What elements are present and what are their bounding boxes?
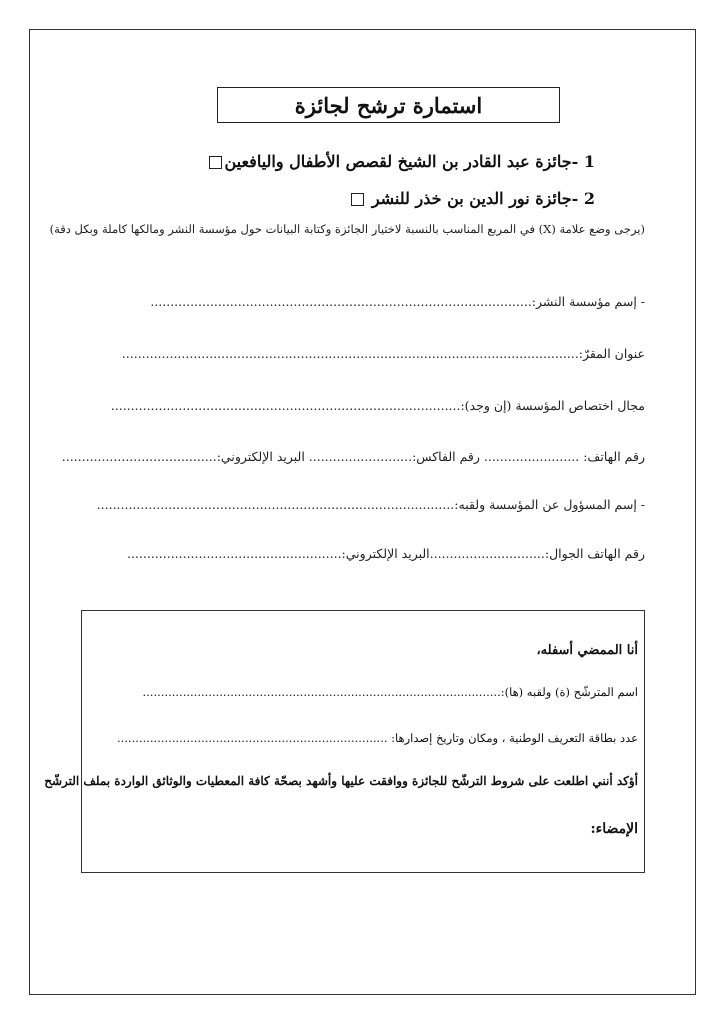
phone-fax-email-field[interactable]: رقم الهاتف: ........................ رقم الفاكس:.......................... البريد الإلكتروني:....................................... [61,449,645,464]
form-title-box [217,87,560,123]
id-card-field[interactable]: عدد بطاقة التعريف الوطنية ، ومكان وتاريخ إصدارها: .......................................................................... [117,731,638,745]
instruction-note: (يرجى وضع علامة (X) في المربع المناسب بالنسبة لاختيار الجائزة وكتابة البيانات حول مؤسسة النشر ومالكها كاملة وبكل دقة) [49,222,645,236]
specialty-field[interactable]: مجال اختصاص المؤسسة (إن وجد):........................................................................................ [110,398,645,413]
publisher-name-field[interactable]: - إسم مؤسسة النشر:................................................................................................ [150,294,645,309]
choice-1-checkbox[interactable] [209,156,222,169]
responsible-person-field[interactable]: - إسم المسؤول عن المؤسسة ولقبه:.......................................................................................... [96,497,645,512]
choice-1-label: 1 -جائزة عبد القادر بن الشيخ لقصص الأطفال واليافعين [224,152,595,171]
choice-1 [207,152,595,171]
choice-2-label: 2 -جائزة نور الدين بن خذر للنشر [371,189,595,208]
mobile-email-field[interactable]: رقم الهاتف الجوال:.............................البريد الإلكتروني:...................................................... [126,546,645,561]
declaration-box [44,610,645,873]
affirmation-text: أؤكد أنني اطلعت على شروط الترشّح للجائزة ووافقت عليها وأشهد بصحّة كافة المعطيات والوثائق الواردة بملف الترشّح [44,774,638,788]
declaration-heading: أنا الممضي أسفله، [536,643,638,658]
choice-2 [349,189,595,208]
form-title: استمارة ترشح لجائزة [294,92,483,118]
choice-2-checkbox[interactable] [351,193,364,206]
signature-label[interactable]: الإمضاء: [590,821,638,837]
address-field[interactable]: عنوان المقرّ:................................................................................................................... [121,346,645,361]
candidate-name-field[interactable]: اسم المترشّح (ة) ولقبه (ها):.................................................................................................. [142,685,638,699]
